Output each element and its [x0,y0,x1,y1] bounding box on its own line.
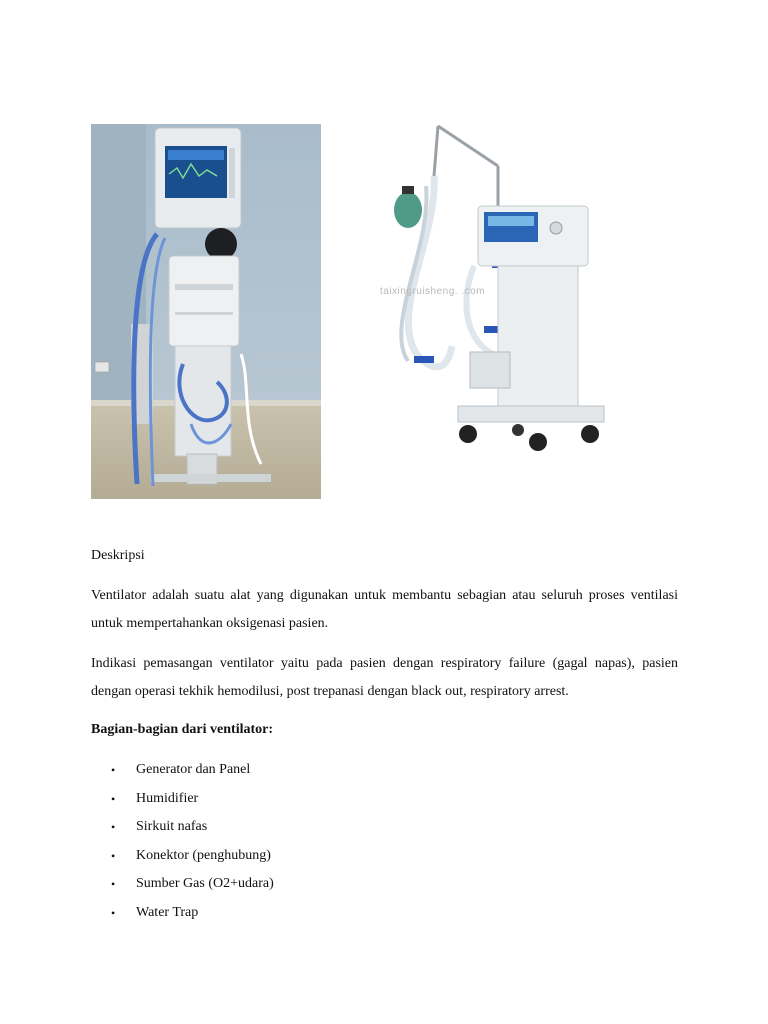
parts-list [91,756,274,928]
bullet-icon: • [111,905,116,920]
bullet-icon: • [111,763,116,777]
list-item [91,813,274,842]
list-item-label: Sirkuit nafas [136,819,208,835]
list-item-label: Sumber Gas (O2+udara) [136,876,274,892]
list-item-label: Humidifier [136,790,199,806]
bullet-icon: • [111,791,116,806]
list-item [91,842,274,871]
list-item [91,870,274,899]
bullet-icon: • [111,820,116,835]
bullet-icon: • [111,877,116,892]
list-item [91,756,274,785]
list-item-label: Generator dan Panel [136,762,251,777]
photo-watermark: taixingruisheng. .com [380,286,485,297]
parts-heading: Bagian-bagian dari ventilator: [91,722,274,737]
list-item [91,785,274,814]
list-item-label: Konektor (penghubung) [136,847,271,863]
bullet-icon: • [111,848,116,863]
description-paragraph-2: Indikasi pemasangan ventilator yaitu pada pasien dengan respiratory failure (gagal napas), pasien dengan operasi tekhik hemodilusi, post trepanasi dengan black out, respiratory arrest. [91,656,678,699]
list-item [91,899,274,928]
description-paragraph-1: Ventilator adalah suatu alat yang digunakan untuk membantu sebagian atau seluruh proses ventilasi untuk mempertahankan oksigenasi pasien. [91,588,678,631]
description-heading: Deskripsi [91,548,145,563]
list-item-label: Water Trap [136,904,199,920]
ventilator-photo-left-image [91,124,321,499]
ventilator-photo-left [91,124,321,499]
